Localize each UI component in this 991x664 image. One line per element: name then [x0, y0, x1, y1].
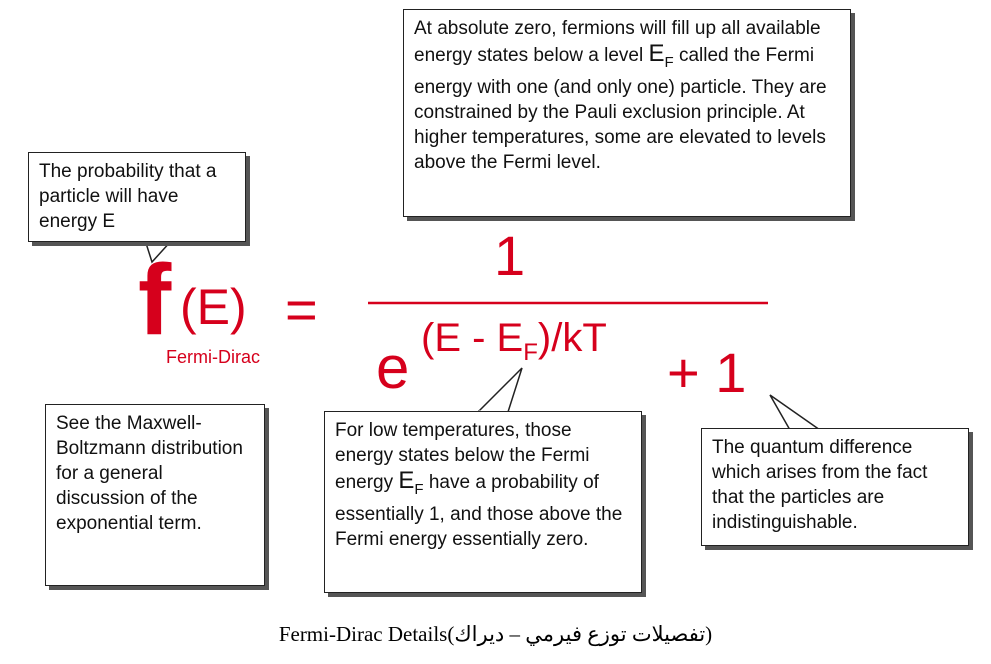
caption: Fermi-Dirac Details(تفصيلات توزع فيرمي – ديراك): [278, 622, 713, 646]
formula-arg: (E): [180, 279, 247, 335]
low-temp-callout-tail: [478, 368, 522, 412]
fermi-energy-symbol: $E_F$: [648, 40, 674, 71]
formula-subscript: Fermi-Dirac: [166, 347, 260, 367]
absolute-zero-text: At absolute zero, fermions will fill up all available energy states below a level $E_F$ called the Fermi energy with one (and only one) particle. They are constrained by the Pauli exclusion principle. At higher temperatures, some are elevated to levels above the Fermi level.: [414, 18, 827, 173]
low-temperature-text: For low temperatures, those energy states below the Fermi energy $E_F$ have a probability of essentially 1, and those above the Fermi energy essentially zero.: [335, 420, 623, 550]
quantum-difference-box: [701, 428, 969, 546]
formula-exponent: $(E - E_F)/kT$: [421, 316, 607, 366]
formula-f: f: [138, 244, 172, 356]
maxwell-boltzmann-box: [45, 404, 265, 586]
probability-text: The probability that a particle will have energy E: [39, 161, 217, 232]
fermi-energy-symbol-2: $E_F$: [398, 467, 424, 498]
formula-numerator: 1: [494, 224, 526, 287]
quantum-difference-text: The quantum difference which arises from the fact that the particles are indistinguishable.: [712, 437, 928, 533]
low-temperature-box: [324, 411, 642, 593]
maxwell-boltzmann-text: See the Maxwell-Boltzmann distribution for a general discussion of the exponential term.: [56, 413, 243, 534]
probability-box: [28, 152, 246, 242]
absolute-zero-box: [403, 9, 851, 217]
quantum-callout-tail: [770, 395, 820, 430]
formula-plus-one: + 1: [667, 341, 747, 404]
formula-equals: =: [285, 278, 318, 341]
formula-e: e: [376, 334, 410, 401]
